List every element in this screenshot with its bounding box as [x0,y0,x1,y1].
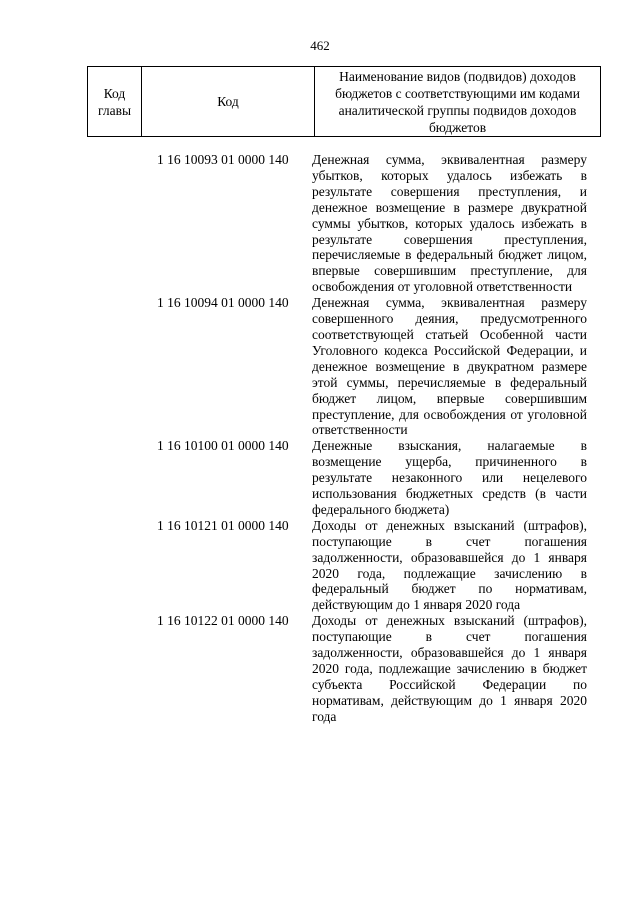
page-number: 462 [310,38,330,53]
table-row [0,295,640,438]
row-name: Денежные взыскания, налагаемые в возмещение ущерба, причиненного в результате незаконного или нецелевого использования бюджетных средств (в части федерального бюджета) [312,438,587,517]
table-row [0,613,640,724]
table-row [0,438,640,518]
table-row [0,152,640,295]
row-code: 1 16 10121 01 0000 140 [157,517,289,533]
row-name: Денежная сумма, эквивалентная размеру убытков, которых удалось избежать в результате совершения преступления, и денежное возмещение в размере двукратной суммы убытков, которых удалось избежать в результате совершения преступления, перечисляемые в федеральный бюджет лицом, впервые совершившим преступление, для освобождения от уголовной ответственности [312,152,587,295]
table-row [0,518,640,613]
header-code: Код [142,67,315,137]
row-code: 1 16 10094 01 0000 140 [157,295,289,311]
header-revenue-name: Наименование видов (подвидов) доходов бюджетов с соответствующими им кодами аналитической группы подвидов доходов бюджетов [315,67,601,137]
row-code: 1 16 10093 01 0000 140 [157,152,289,167]
table-header [87,66,601,137]
row-name: Доходы от денежных взысканий (штрафов), поступающие в счет погашения задолженности, образовавшейся до 1 января 2020 года, подлежащие зачислению в бюджет субъекта Российской Федерации по нормативам, действующим до 1 января 2020 года [312,613,587,724]
table-body [0,152,640,725]
row-code: 1 16 10100 01 0000 140 [157,438,289,454]
row-name: Денежная сумма, эквивалентная размеру совершенного деяния, предусмотренного соответствующей статьей Особенной части Уголовного кодекса Российской Федерации, и денежное возмещение в двукратном размере этой суммы, перечисляемые в федеральный бюджет лицом, впервые совершившим преступление, для освобождения от уголовной ответственности [312,295,587,438]
row-code: 1 16 10122 01 0000 140 [157,613,289,629]
header-chapter-code: Код главы [88,67,142,137]
table-header-row [88,67,601,137]
row-name: Доходы от денежных взысканий (штрафов), поступающие в счет погашения задолженности, образовавшейся до 1 января 2020 года, подлежащие зачислению в федеральный бюджет по нормативам, действующим до 1 января 2020 года [312,517,587,613]
